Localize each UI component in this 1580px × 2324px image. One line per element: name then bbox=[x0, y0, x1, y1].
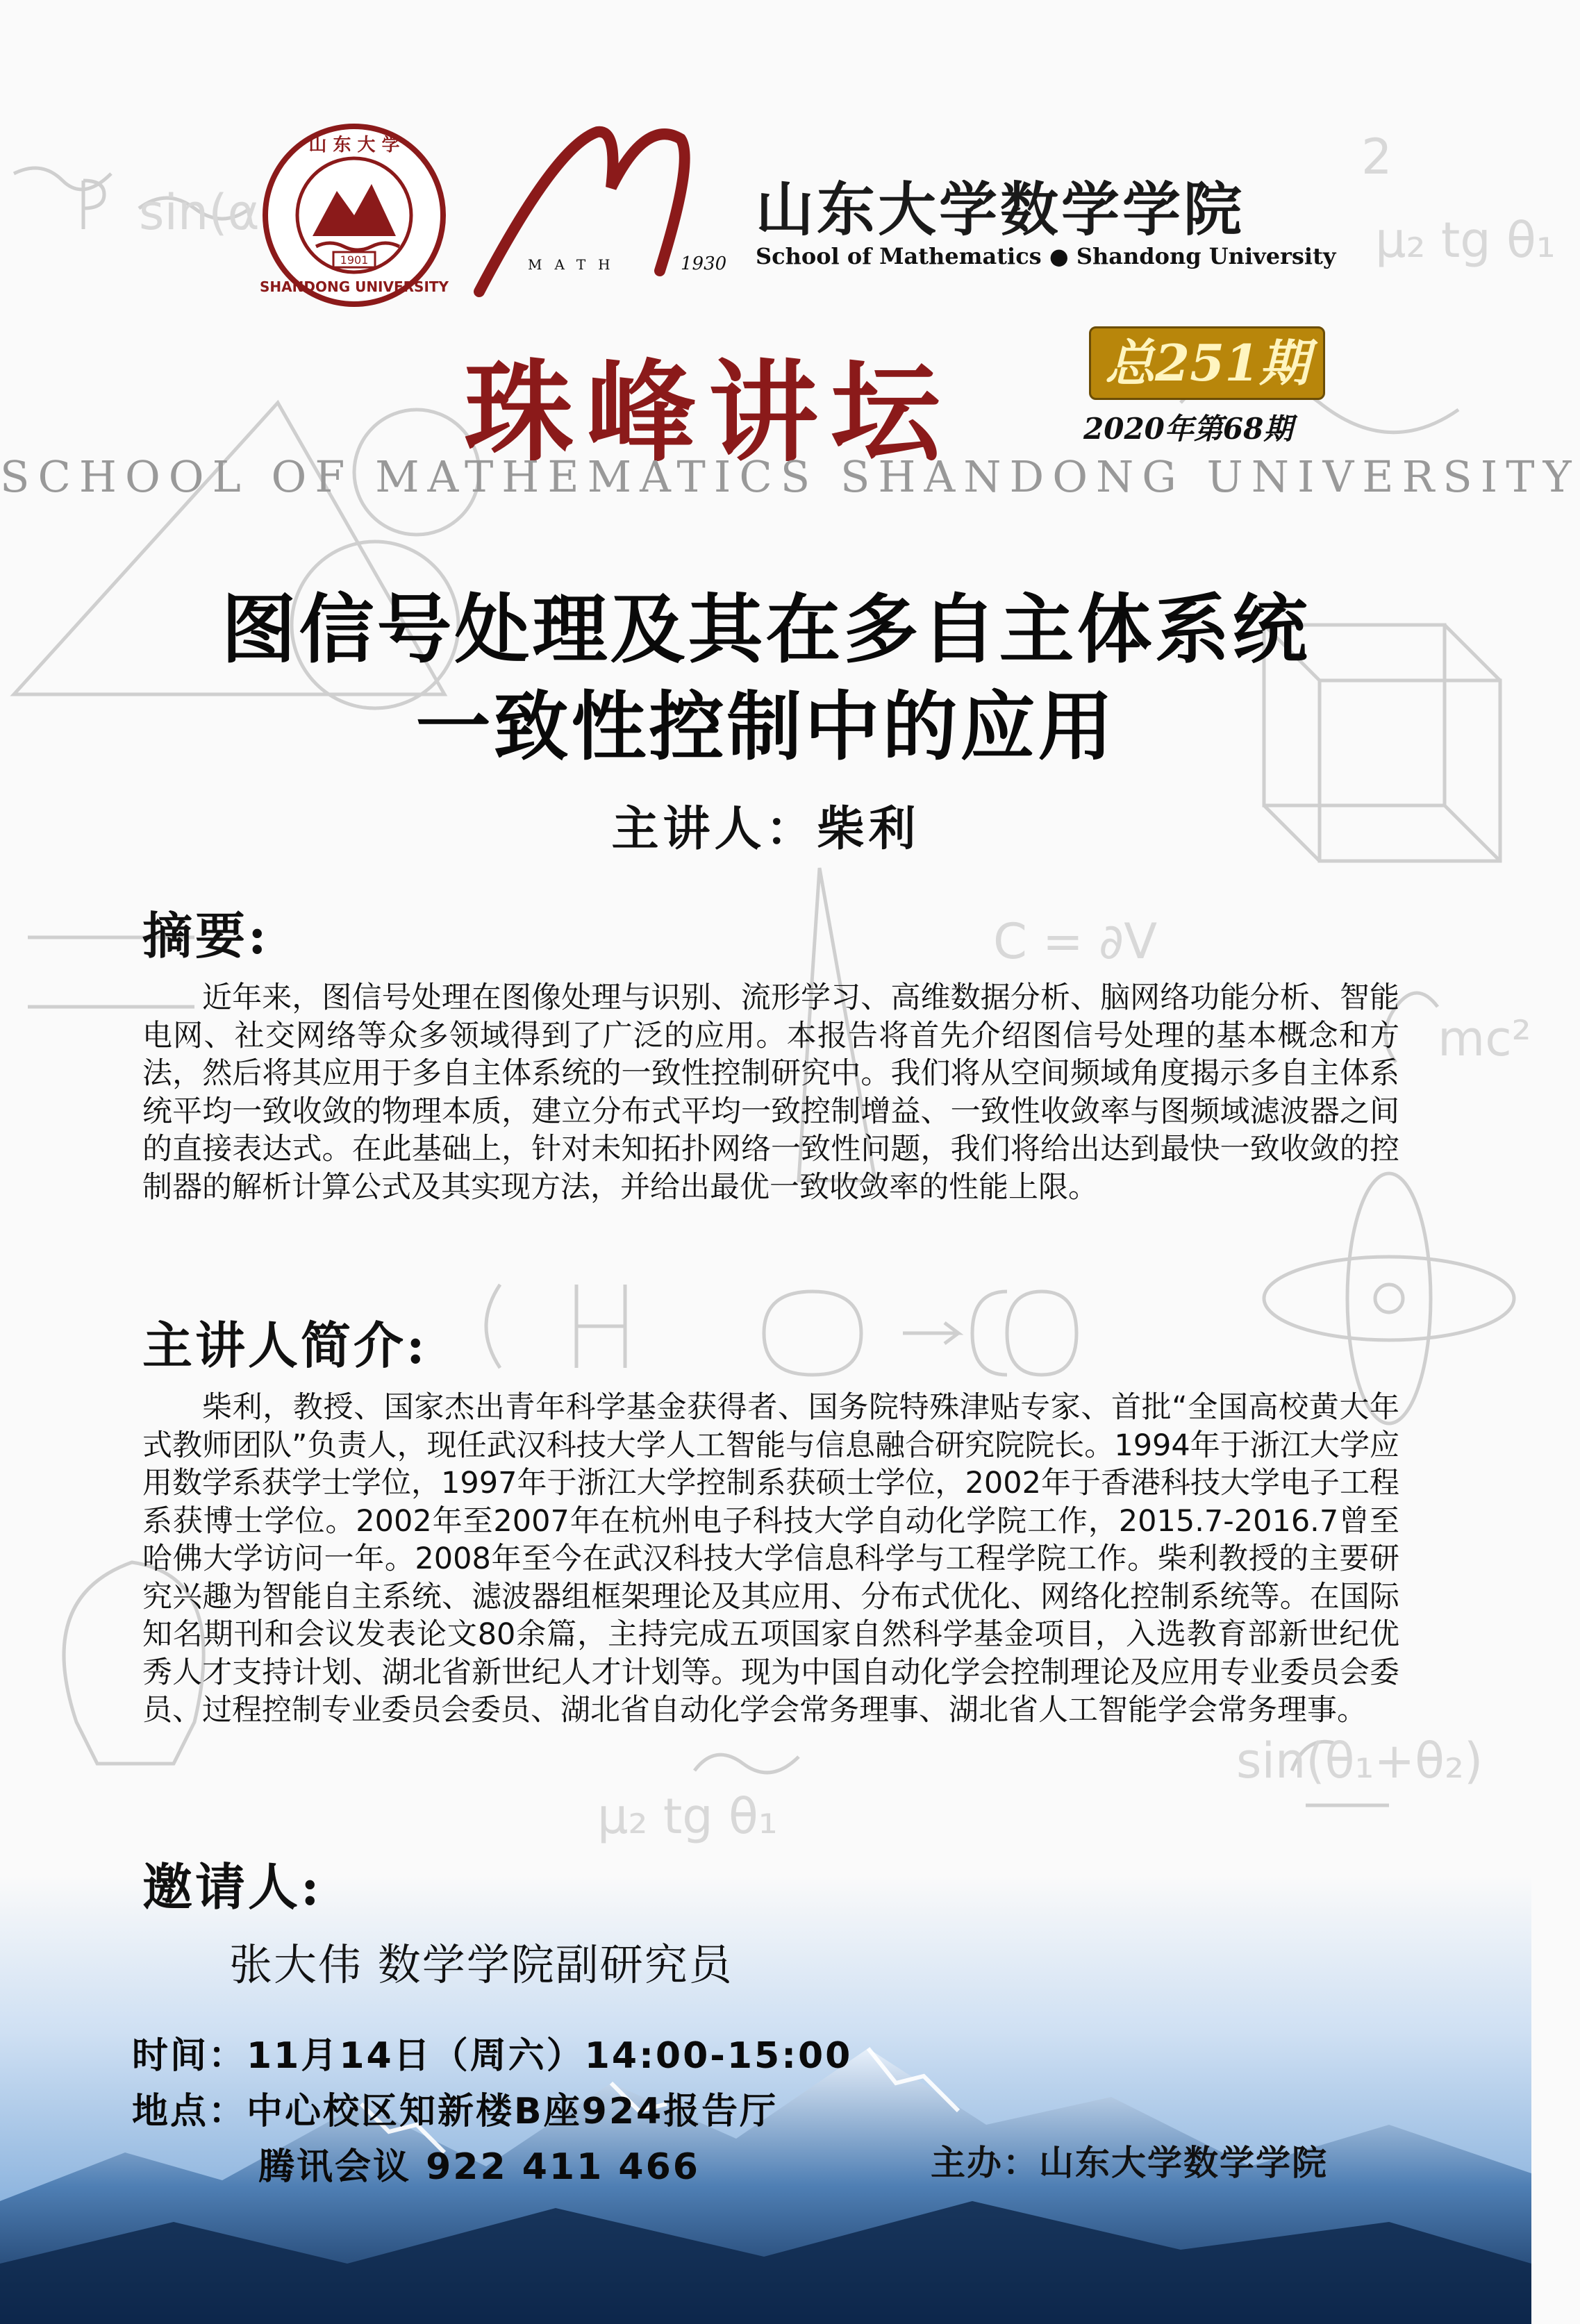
svg-text:sin(α: sin(α bbox=[139, 184, 260, 241]
speaker-bio-heading: 主讲人简介: bbox=[142, 1316, 428, 1375]
svg-text:mc²: mc² bbox=[1438, 1010, 1531, 1067]
svg-text:山 东 大 学: 山 东 大 学 bbox=[308, 135, 400, 156]
math-1930-mark-logo bbox=[472, 104, 729, 299]
event-host: 主办：山东大学数学学院 bbox=[931, 2143, 1328, 2183]
event-location: 地点：中心校区知新楼B座924报告厅 bbox=[132, 2091, 779, 2132]
inviter-heading: 邀请人: bbox=[142, 1857, 322, 1916]
lecture-series-title: 珠峰讲坛 bbox=[464, 349, 953, 477]
svg-text:sin(θ₁+θ₂): sin(θ₁+θ₂) bbox=[1236, 1732, 1483, 1789]
school-name-chinese: 山东大学数学学院 bbox=[756, 176, 1245, 244]
svg-text:μ₂ tg θ₁: μ₂ tg θ₁ bbox=[1375, 212, 1556, 269]
svg-text:MATH: MATH bbox=[528, 256, 623, 273]
issue-year-number: 2020年第68期 bbox=[1083, 412, 1293, 446]
abstract-heading: 摘要: bbox=[142, 906, 269, 965]
inviter-name: 张大伟 数学学院副研究员 bbox=[229, 1939, 733, 1990]
talk-title-line-2: 一致性控制中的应用 bbox=[415, 684, 1116, 771]
issue-total-badge: 总251期 bbox=[1089, 326, 1325, 400]
svg-text:2: 2 bbox=[1361, 128, 1392, 185]
speaker-bio-text: 柴利，教授、国家杰出青年科学基金获得者、国务院特殊津贴专家、首批“全国高校黄大年式教师团队”负责人，现任武汉科技大学人工智能与信息融合研究院院长。1994年于浙江大学应用数学系获学士学位，1997年于浙江大学控制系获硕士学位，2002年于香港科技大学电子工程系获博士学位。2002年至2007年在杭州电子科技大学自动化学院工作，2015.7-2016.7曾至哈佛大学访问一年。2008年至今在武汉科技大学信息科学与工程学院工作。柴利教授的主要研究兴趣为智能自主系统、滤波器组框架理论及其应用、分布式优化、网络化控制系统等。在国际知名期刊和会议发表论文80余篇，主持完成五项国家自然科学基金项目，入选教育部新世纪优秀人才支持计划、湖北省新世纪人才计划等。现为中国自动化学会控制理论及应用专业委员会委员、过程控制专业委员会委员、湖北省自动化学会常务理事、湖北省人工智能学会常务理事。 bbox=[142, 1390, 1399, 1728]
tencent-meeting-id: 腾讯会议 922 411 466 bbox=[258, 2146, 700, 2188]
svg-text:μ₂ tg θ₁: μ₂ tg θ₁ bbox=[597, 1788, 778, 1845]
school-banner-english: SCHOOL OF MATHEMATICS SHANDONG UNIVERSITY bbox=[0, 451, 1580, 502]
svg-text:C = ∂V: C = ∂V bbox=[993, 913, 1158, 970]
school-name-english: School of Mathematics ● Shandong University bbox=[756, 243, 1336, 269]
svg-text:SHANDONG UNIVERSITY: SHANDONG UNIVERSITY bbox=[259, 278, 449, 295]
svg-text:1930: 1930 bbox=[681, 253, 727, 274]
talk-title-line-1: 图信号处理及其在多自主体系统 bbox=[221, 587, 1311, 674]
svg-text:1901: 1901 bbox=[340, 253, 369, 267]
abstract-text: 近年来，图信号处理在图像处理与识别、流形学习、高维数据分析、脑网络功能分析、智能电网、社交网络等众多领域得到了广泛的应用。本报告将首先介绍图信号处理的基本概念和方法，然后将其应用于多自主体系统的一致性控制研究中。我们将从空间频域角度揭示多自主体系统平均一致收敛的物理本质，建立分布式平均一致控制增益、一致性收敛率与图频域滤波器之间的直接表达式。在此基础上，针对未知拓扑网络一致性问题，我们将给出达到最快一致收敛的控制器的解析计算公式及其实现方法，并给出最优一致收敛率的性能上限。 bbox=[142, 980, 1399, 1205]
shandong-university-seal-logo bbox=[260, 122, 448, 309]
speaker-name: 主讲人：柴利 bbox=[611, 802, 920, 857]
event-time: 时间：11月14日（周六）14:00-15:00 bbox=[132, 2035, 853, 2077]
